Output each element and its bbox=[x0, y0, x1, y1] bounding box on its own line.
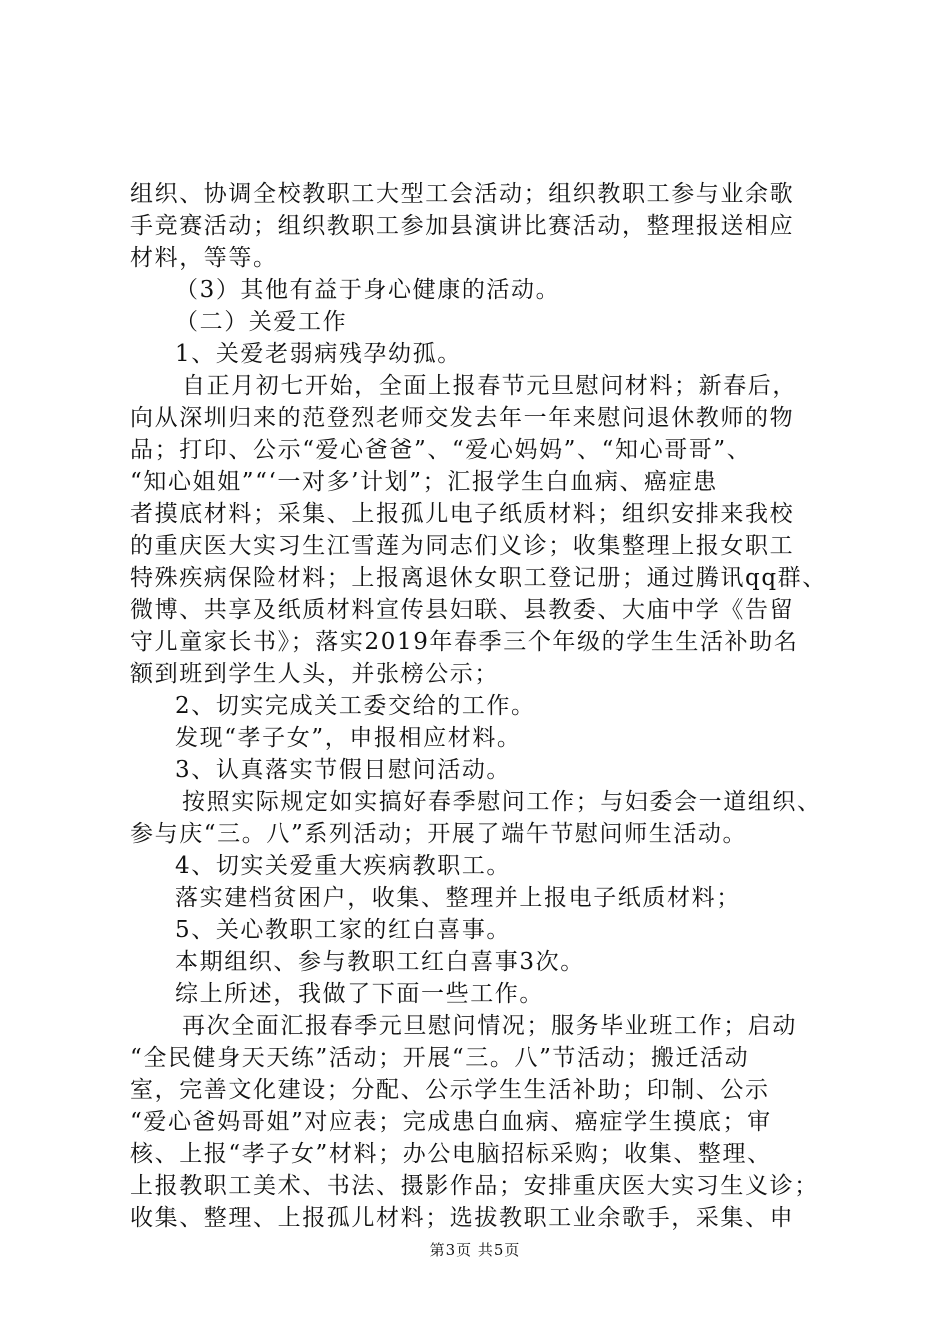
text-line: 特殊疾病保险材料；上报离退休女职工登记册；通过腾讯qq群、 bbox=[130, 565, 827, 591]
text-line: 发现“孝子女”，申报相应材料。 bbox=[175, 725, 522, 751]
text-line: “全民健身天天练”活动；开展“三。八”节活动；搬迁活动 bbox=[130, 1045, 750, 1071]
document-body bbox=[130, 178, 830, 1234]
text-line: 组织、协调全校教职工大型工会活动；组织教职工参与业余歌 bbox=[130, 181, 795, 207]
text-line: 本期组织、参与教职工红白喜事3次。 bbox=[175, 949, 585, 975]
text-line: 微博、共享及纸质材料宣传县妇联、县教委、大庙中学《告留 bbox=[130, 597, 795, 623]
text-line: 者摸底材料；采集、上报孤儿电子纸质材料；组织安排来我校 bbox=[130, 501, 795, 527]
text-line: 守儿童家长书》；落实2019年春季三个年级的学生生活补助名 bbox=[130, 629, 799, 655]
text-line: 参与庆“三。八”系列活动；开展了端午节慰问师生活动。 bbox=[130, 821, 748, 847]
text-line: 4、切实关爱重大疾病教职工。 bbox=[175, 853, 512, 879]
text-line: 自正月初七开始，全面上报春节元旦慰问材料；新春后， bbox=[182, 373, 797, 399]
text-line: 的重庆医大实习生江雪莲为同志们义诊；收集整理上报女职工 bbox=[130, 533, 795, 559]
text-line: 手竞赛活动；组织教职工参加县演讲比赛活动，整理报送相应 bbox=[130, 213, 795, 239]
text-line: 1、关爱老弱病残孕幼孤。 bbox=[175, 341, 462, 367]
text-line: 综上所述，我做了下面一些工作。 bbox=[175, 981, 544, 1007]
text-line: 上报教职工美术、书法、摄影作品；安排重庆医大实习生义诊； bbox=[130, 1173, 819, 1199]
text-line: 落实建档贫困户，收集、整理并上报电子纸质材料； bbox=[175, 885, 741, 911]
text-line: “爱心爸妈哥姐”对应表；完成患白血病、癌症学生摸底；审 bbox=[130, 1109, 772, 1135]
text-line: 核、上报“孝子女”材料；办公电脑招标采购；收集、整理、 bbox=[130, 1141, 772, 1167]
text-line: 收集、整理、上报孤儿材料；选拔教职工业余歌手，采集、申 bbox=[130, 1205, 795, 1231]
text-line: 额到班到学生人头，并张榜公示； bbox=[130, 661, 499, 687]
text-line: 5、关心教职工家的红白喜事。 bbox=[175, 917, 512, 943]
text-line: 品；打印、公示“爱心爸爸”、“爱心妈妈”、“知心哥哥”、 bbox=[130, 437, 752, 463]
text-line: 按照实际规定如实搞好春季慰问工作；与妇委会一道组织、 bbox=[182, 789, 822, 815]
text-line: “知心姐姐”“‘一对多’计划”；汇报学生白血病、癌症患 bbox=[130, 469, 718, 495]
text-line: 2、切实完成关工委交给的工作。 bbox=[175, 693, 536, 719]
text-line: 3、认真落实节假日慰问活动。 bbox=[175, 757, 512, 783]
page-footer: 第3页 共5页 bbox=[429, 1241, 521, 1259]
text-line: 材料，等等。 bbox=[130, 245, 278, 271]
text-line: 室，完善文化建设；分配、公示学生生活补助；印制、公示 bbox=[130, 1077, 770, 1103]
text-line: （二）关爱工作 bbox=[175, 309, 348, 335]
text-line: （3）其他有益于身心健康的活动。 bbox=[175, 277, 561, 303]
text-line: 再次全面汇报春季元旦慰问情况；服务毕业班工作；启动 bbox=[182, 1013, 797, 1039]
text-line: 向从深圳归来的范登烈老师交发去年一年来慰问退休教师的物 bbox=[130, 405, 795, 431]
